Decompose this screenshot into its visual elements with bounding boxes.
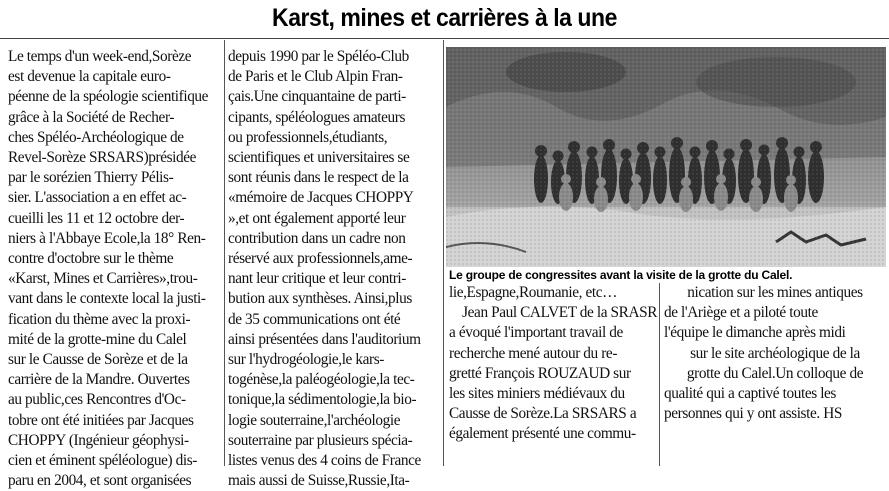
article-text-line: vant dans le contexte local la justi- bbox=[8, 290, 206, 308]
article-text-line: sier. L'association a en effet ac- bbox=[8, 189, 187, 207]
article-text-line: Revel-Sorèze SRSARS)présidée bbox=[8, 149, 197, 167]
article-text-line: scientifiques et universitaires se bbox=[228, 149, 410, 167]
article-text-line: sur l'hydrogéologie,le kars- bbox=[228, 351, 384, 369]
column-divider bbox=[224, 40, 225, 466]
article-text-line: de l'Ariège et a piloté toute bbox=[664, 304, 818, 322]
article-text-line: tonique,la sédimentologie,la bio- bbox=[228, 391, 417, 409]
article-text-line: contribution dans un cadre non bbox=[228, 229, 406, 247]
article-text-line: réservé aux professionnels,ame- bbox=[228, 250, 413, 268]
article-text-line: tobre ont été initiées par Jacques bbox=[8, 411, 194, 429]
article-text-line: mité de la grotte-mine du Calel bbox=[8, 330, 187, 348]
article-text-line: sur le Causse de Sorèze et de la bbox=[8, 351, 188, 369]
article-text-line: niers à l'Abbaye Ecole,la 18° Ren- bbox=[8, 229, 206, 247]
article-text-line: lie,Espagne,Roumanie, etc… bbox=[449, 284, 618, 301]
article-text-line: ou professionnels,étudiants, bbox=[228, 128, 388, 146]
column-divider bbox=[443, 40, 444, 466]
article-text-line: »,et ont également apporté leur bbox=[228, 209, 406, 227]
article-text-line: Jean Paul CALVET de la SRASR bbox=[462, 304, 657, 322]
article-text-line: grotte du Calel.Un colloque de bbox=[686, 364, 864, 382]
article-text-line: cien et éminent spéléologue) dis- bbox=[8, 452, 197, 470]
article-text-line: Causse de Sorèze.La SRSARS a bbox=[449, 405, 637, 423]
article-text-line: fication du thème avec la proxi- bbox=[8, 310, 191, 328]
article-text-line: péenne de la spéologie scientifique bbox=[8, 88, 209, 106]
article-column-3 bbox=[449, 283, 657, 445]
photo-caption: Le groupe de congressites avant la visite de la grotte du Calel. bbox=[449, 268, 793, 282]
article-column-2 bbox=[228, 47, 443, 491]
article-text-line: recherche mené autour du re- bbox=[449, 344, 618, 362]
article-text-line: Le temps d'un week-end,Sorèze bbox=[8, 48, 192, 65]
article-text-line: également présenté une commu- bbox=[449, 425, 636, 443]
article-text-line: l'équipe le dimanche après midi bbox=[664, 324, 846, 342]
article-text-line: paru en 2004, et sont organisées bbox=[8, 472, 192, 490]
article-text-line: cipants, spéléologues amateurs bbox=[228, 108, 406, 126]
article-text-line: personnes qui y ont assiste. HS bbox=[664, 405, 842, 423]
headline: Karst, mines et carrières à la une bbox=[272, 4, 617, 32]
article-text-line: togénèse,la paléogéologie,la tec- bbox=[228, 371, 415, 389]
article-text-line: de Paris et le Club Alpin Fran- bbox=[228, 68, 403, 86]
article-text-line: qualité qui a captivé toutes les bbox=[664, 385, 836, 403]
article-text-line: gretté François ROUZAUD sur bbox=[449, 364, 631, 382]
article-text-line: a évoqué l'important travail de bbox=[449, 324, 623, 342]
article-text-line: ches Spéléo-Archéologique de bbox=[8, 128, 184, 146]
article-text-line: depuis 1990 par le Spéléo-Club bbox=[228, 48, 409, 65]
article-text-line: au public,ces Rencontres d'Oc- bbox=[8, 391, 186, 409]
article-text-line: sont réunis dans le respect de la bbox=[228, 169, 409, 187]
article-text-line: çais.Une cinquantaine de parti- bbox=[228, 88, 406, 106]
article-text-line: souterraine par plusieurs spécia- bbox=[228, 431, 413, 449]
headline-rule bbox=[0, 38, 889, 39]
article-text-line: bution aux synthèses. Ainsi,plus bbox=[228, 290, 412, 308]
article-text-line: «Karst, Mines et Carrières»,trou- bbox=[8, 270, 198, 288]
article-text-line: carrière de la Mandre. Ouvertes bbox=[8, 371, 190, 389]
article-text-line: logie souterraine,l'archéologie bbox=[228, 411, 401, 429]
column-divider bbox=[659, 283, 660, 466]
article-text-line: sur le site archéologique de la bbox=[690, 344, 860, 362]
article-text-line: grâce à la Société de Recher- bbox=[8, 108, 175, 126]
article-text-line: par le sorézien Thierry Pélis- bbox=[8, 169, 174, 187]
article-text-line: mais aussi de Suisse,Russie,Ita- bbox=[228, 472, 410, 490]
article-column-4 bbox=[664, 283, 886, 424]
group-photo bbox=[446, 47, 886, 267]
article-text-line: listes venus des 4 coins de France bbox=[228, 452, 421, 470]
article-text-line: ainsi présentées dans l'auditorium bbox=[228, 330, 421, 348]
article-column-1 bbox=[8, 47, 226, 491]
article-text-line: nication sur les mines antiques bbox=[687, 284, 863, 301]
article-text-line: contre d'octobre sur le thème bbox=[8, 250, 174, 268]
article-text-line: cueilli les 11 et 12 octobre der- bbox=[8, 209, 185, 227]
article-text-line: nant leur critique et leur contri- bbox=[228, 270, 406, 288]
article-text-line: de 35 communications ont été bbox=[228, 310, 401, 328]
article-text-line: les sites miniers médiévaux du bbox=[449, 385, 625, 403]
article-text-line: «mémoire de Jacques CHOPPY bbox=[228, 189, 414, 207]
article-text-line: est devenue la capitale euro- bbox=[8, 68, 171, 86]
article-text-line: CHOPPY (Ingénieur géophysi- bbox=[8, 431, 189, 449]
